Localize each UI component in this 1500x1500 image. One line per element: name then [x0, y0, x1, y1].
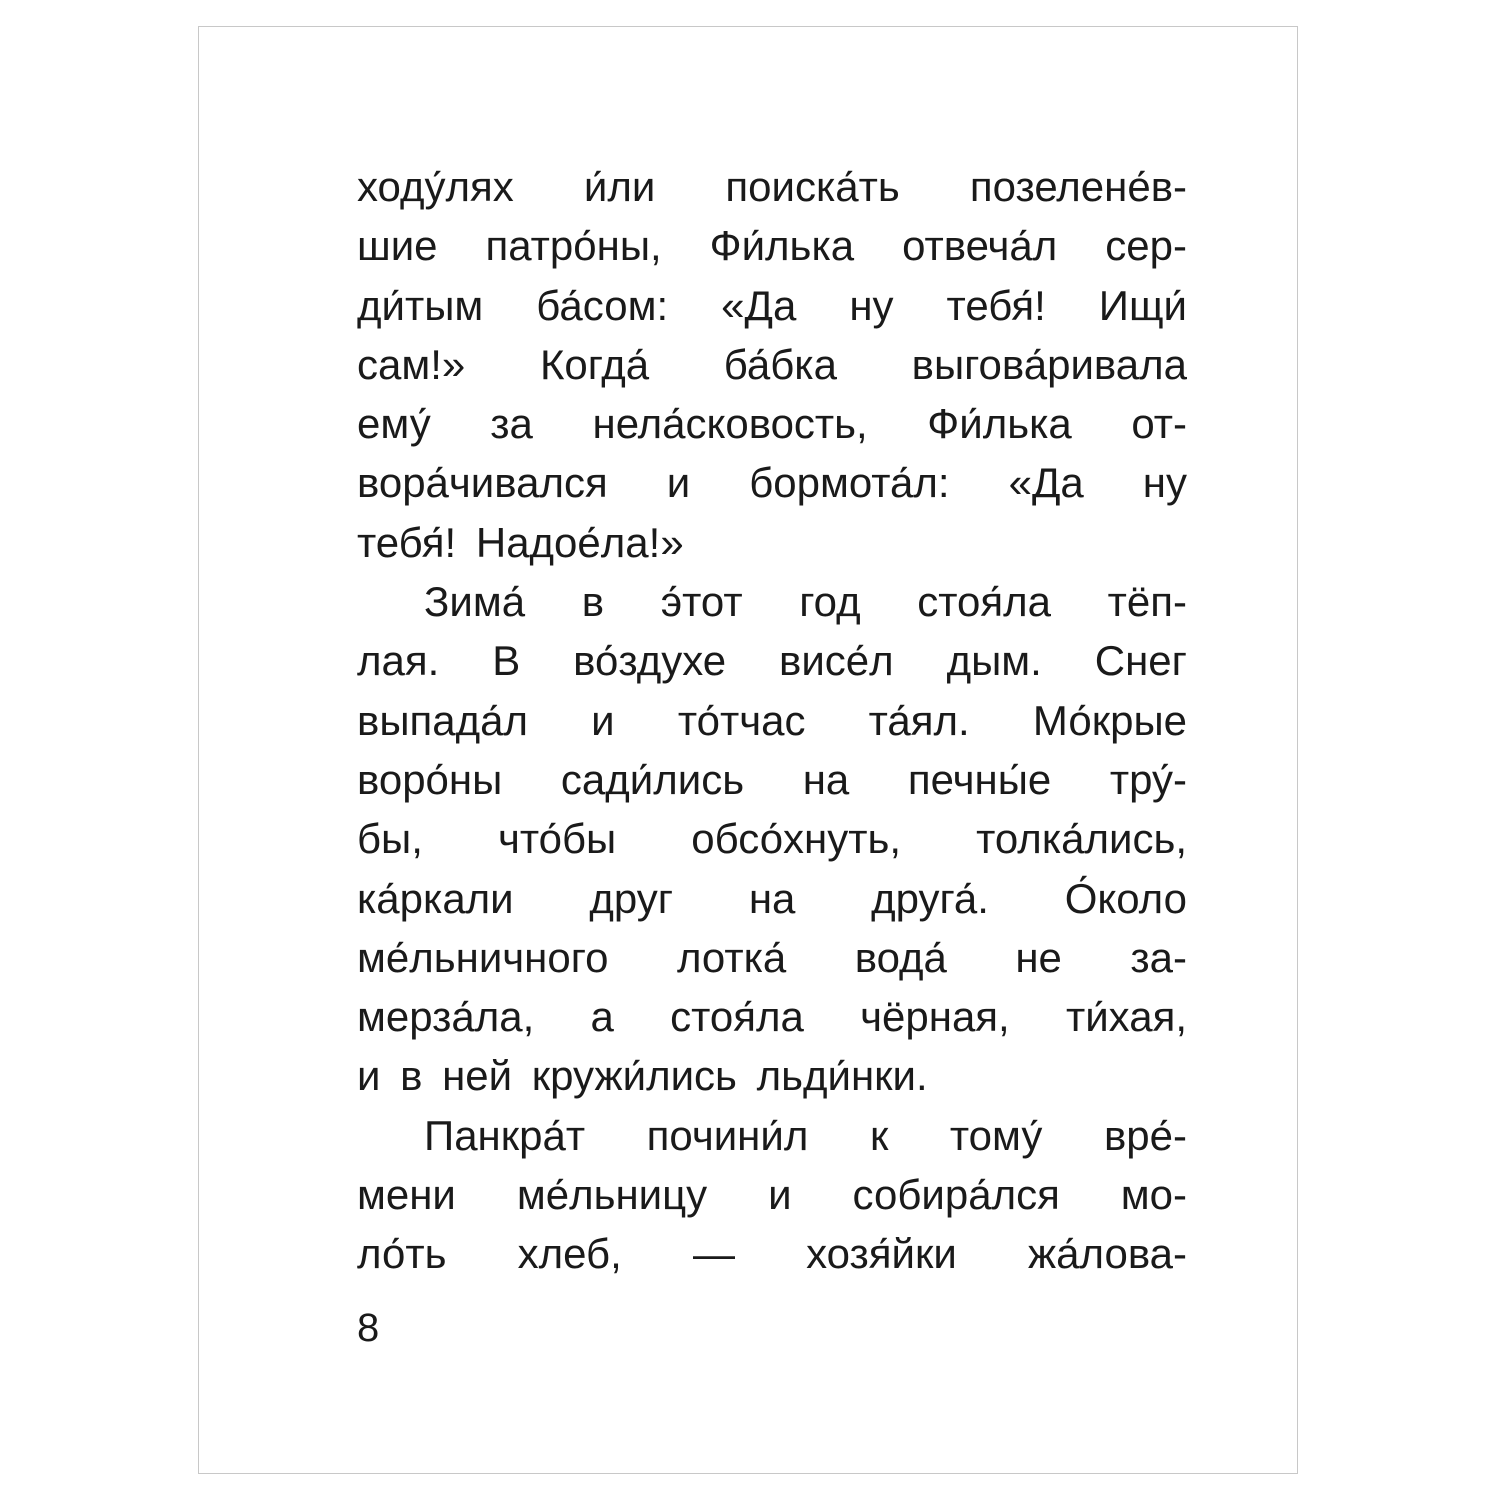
text-line: ме́льничного лотка́ вода́ не за- — [357, 933, 1187, 981]
text-line: ка́ркали друг на друга́. О́коло — [357, 874, 1187, 922]
text-line: шие патро́ны, Фи́лька отвеча́л сер- — [357, 222, 1187, 270]
text-line: тебя́! Надое́ла!» — [357, 518, 684, 566]
text-line: и в ней кружи́лись льди́нки. — [357, 1052, 928, 1100]
text-line: ему́ за нела́сковость, Фи́лька от- — [357, 400, 1187, 448]
body-text — [357, 157, 1187, 1284]
book-page — [198, 26, 1298, 1474]
text-line: Панкра́т почини́л к тому́ вре́- — [424, 1111, 1187, 1159]
page-number: 8 — [357, 1306, 380, 1350]
text-line: лая. В во́здухе висе́л дым. Снег — [357, 637, 1187, 685]
text-line: мерза́ла, а стоя́ла чёрная, ти́хая, — [357, 993, 1187, 1041]
text-line: выпада́л и то́тчас та́ял. Мо́крые — [357, 696, 1187, 744]
text-line: бы, что́бы обсо́хнуть, толка́лись, — [357, 815, 1187, 863]
text-line: ло́ть хлеб, — хозя́йки жа́лова- — [357, 1230, 1187, 1278]
text-line: сам!» Когда́ ба́бка выгова́ривала — [357, 340, 1187, 388]
text-line: Зима́ в э́тот год стоя́ла тёп- — [424, 578, 1187, 626]
text-line: ходу́лях и́ли поиска́ть позелене́в- — [357, 163, 1187, 210]
text-line: вора́чивался и бормота́л: «Да ну — [357, 459, 1187, 507]
text-line: мени ме́льницу и собира́лся мо- — [357, 1171, 1187, 1219]
text-line: воро́ны сади́лись на печны́е тру́- — [357, 755, 1187, 803]
text-line: ди́тым ба́сом: «Да ну тебя́! Ищи́ — [357, 281, 1187, 329]
